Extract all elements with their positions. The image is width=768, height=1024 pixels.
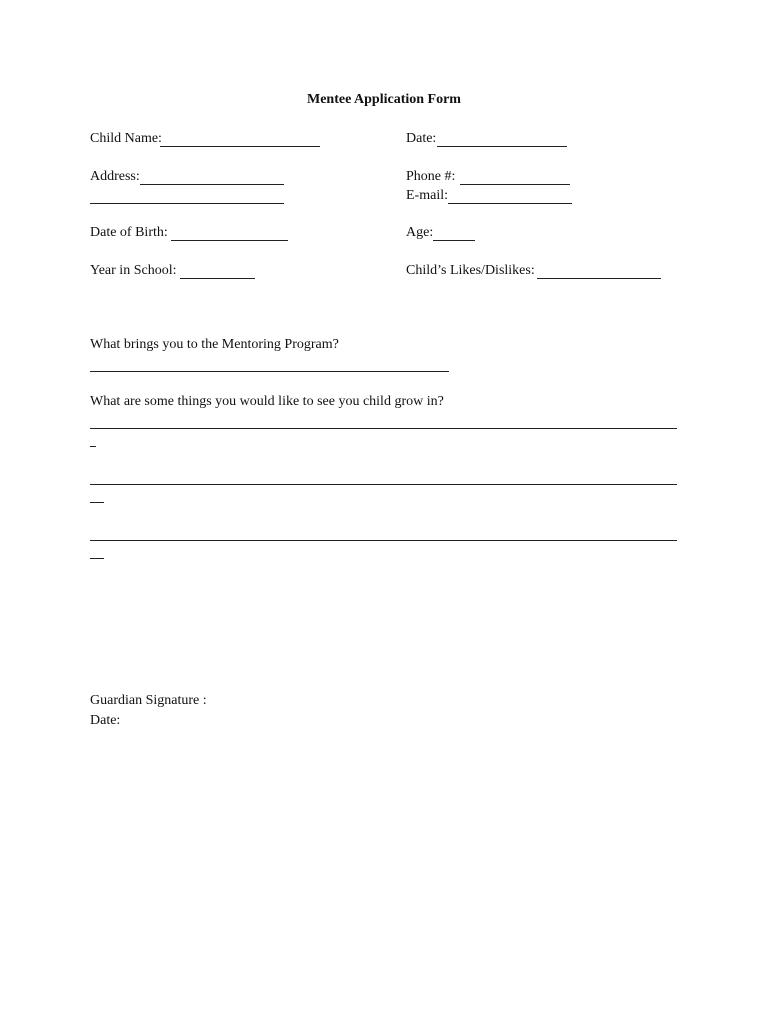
phone-field[interactable]: [460, 184, 570, 185]
address-label: Address:: [90, 169, 140, 184]
email-field[interactable]: [448, 203, 572, 204]
likes-dislikes-field[interactable]: [537, 278, 661, 279]
answer-child-growth-line-2[interactable]: [90, 484, 677, 485]
address-field-line-2[interactable]: [90, 203, 284, 204]
answer-child-growth-line-3[interactable]: [90, 540, 677, 541]
date-label: Date:: [406, 131, 437, 146]
child-name-label: Child Name:: [90, 131, 162, 146]
year-in-school-label: Year in School:: [90, 263, 177, 278]
answer-child-growth-line-1[interactable]: [90, 428, 677, 429]
date-field[interactable]: [437, 146, 567, 147]
child-name-field[interactable]: [160, 146, 320, 147]
guardian-signature-label: Guardian Signature :: [90, 693, 207, 708]
signature-date-label: Date:: [90, 713, 121, 728]
answer-line-2-overflow: [90, 502, 104, 503]
phone-label: Phone #:: [406, 169, 456, 184]
question-mentoring-program: What brings you to the Mentoring Program?: [90, 337, 339, 352]
likes-dislikes-label: Child’s Likes/Dislikes:: [406, 263, 535, 278]
answer-line-1-overflow: [90, 446, 96, 447]
form-title: Mentee Application Form: [307, 92, 461, 107]
dob-field[interactable]: [171, 240, 288, 241]
answer-mentoring-program-line[interactable]: [90, 371, 449, 372]
address-field-line-1[interactable]: [140, 184, 284, 185]
question-child-growth: What are some things you would like to see you child grow in?: [90, 394, 444, 409]
answer-line-3-overflow: [90, 558, 104, 559]
email-label: E-mail:: [406, 188, 448, 203]
dob-label: Date of Birth:: [90, 225, 168, 240]
age-label: Age:: [406, 225, 434, 240]
year-in-school-field[interactable]: [180, 278, 255, 279]
age-field[interactable]: [433, 240, 475, 241]
